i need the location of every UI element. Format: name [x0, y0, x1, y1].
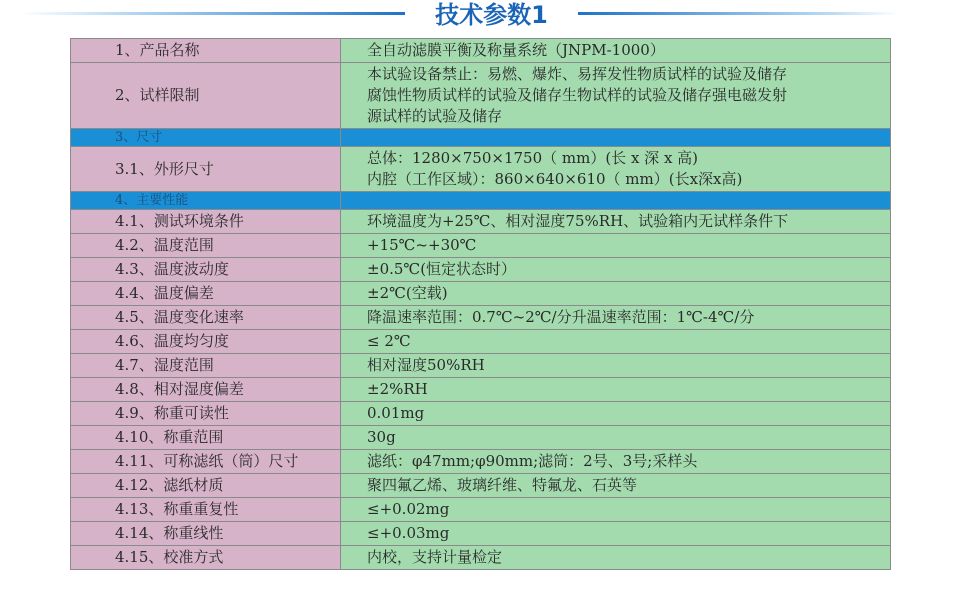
table-row: [71, 450, 891, 474]
spec-value: [341, 147, 891, 192]
table-row: [71, 402, 891, 426]
table-row: [71, 474, 891, 498]
table-row: [71, 546, 891, 570]
table-row: [71, 147, 891, 192]
spec-value: +15℃~+30℃: [341, 234, 891, 258]
spec-value: ≤ 2℃: [341, 330, 891, 354]
spec-label: 4.1、测试环境条件: [71, 210, 341, 234]
spec-label: 4.7、湿度范围: [71, 354, 341, 378]
section-label: 3、尺寸: [71, 129, 341, 147]
spec-value: ±0.5℃(恒定状态时）: [341, 258, 891, 282]
spec-label: 4.3、温度波动度: [71, 258, 341, 282]
spec-value: [341, 63, 891, 129]
page-title: 技术参数1: [435, 1, 548, 29]
spec-value: 内校，支持计量检定: [341, 546, 891, 570]
table-row: [71, 39, 891, 63]
spec-value: 0.01mg: [341, 402, 891, 426]
spec-value: 相对湿度50%RH: [341, 354, 891, 378]
spec-label: 4.6、温度均匀度: [71, 330, 341, 354]
spec-label: 4.13、称重重复性: [71, 498, 341, 522]
spec-value: ±2%RH: [341, 378, 891, 402]
table-row: [71, 522, 891, 546]
spec-label: 1、产品名称: [71, 39, 341, 63]
spec-label: 4.5、温度变化速率: [71, 306, 341, 330]
spec-value: 聚四氟乙烯、玻璃纤维、特氟龙、石英等: [341, 474, 891, 498]
spec-label: 3.1、外形尺寸: [71, 147, 341, 192]
spec-label: 4.14、称重线性: [71, 522, 341, 546]
header-decor-line-right: [578, 12, 898, 15]
section-row: [71, 192, 891, 210]
spec-value: [341, 192, 891, 210]
spec-value-line: 腐蚀性物质试样的试验及储存生物试样的试验及储存强电磁发射: [367, 86, 788, 104]
spec-value-line: 源试样的试验及储存: [367, 107, 503, 125]
header: [0, 0, 960, 38]
spec-label: 4.4、温度偏差: [71, 282, 341, 306]
table-row: [71, 330, 891, 354]
section-row: [71, 129, 891, 147]
spec-value: 30g: [341, 426, 891, 450]
table-row: [71, 63, 891, 129]
spec-label: 2、试样限制: [71, 63, 341, 129]
table-row: [71, 282, 891, 306]
spec-table: [70, 38, 891, 570]
table-row: [71, 378, 891, 402]
spec-label: 4.9、称重可读性: [71, 402, 341, 426]
spec-value: 环境温度为+25℃、相对湿度75%RH、试验箱内无试样条件下: [341, 210, 891, 234]
spec-label: 4.8、相对湿度偏差: [71, 378, 341, 402]
spec-value: ±2℃(空载): [341, 282, 891, 306]
spec-value: [341, 129, 891, 147]
spec-label: 4.11、可称滤纸（筒）尺寸: [71, 450, 341, 474]
table-row: [71, 258, 891, 282]
spec-label: 4.15、校准方式: [71, 546, 341, 570]
spec-value-line: 内腔（工作区域）：860×640×610（ mm）(长x深x高): [367, 170, 743, 188]
table-row: [71, 306, 891, 330]
header-decor-line-left: [20, 12, 405, 15]
spec-label: 4.12、滤纸材质: [71, 474, 341, 498]
spec-value-line: 总体：1280×750×1750（ mm）(长 x 深 x 高): [367, 149, 699, 167]
table-row: [71, 426, 891, 450]
spec-value: 全自动滤膜平衡及称量系统（JNPM-1000）: [341, 39, 891, 63]
spec-label: 4.2、温度范围: [71, 234, 341, 258]
spec-value-line: 本试验设备禁止：易燃、爆炸、易挥发性物质试样的试验及储存: [367, 65, 788, 83]
spec-value: 滤纸：φ47mm;φ90mm;滤筒：2号、3号;采样头: [341, 450, 891, 474]
spec-label: 4.10、称重范围: [71, 426, 341, 450]
spec-value: ≤+0.02mg: [341, 498, 891, 522]
table-row: [71, 210, 891, 234]
spec-value: 降温速率范围：0.7℃~2℃/分升温速率范围：1℃-4℃/分: [341, 306, 891, 330]
table-row: [71, 234, 891, 258]
section-label: 4、主要性能: [71, 192, 341, 210]
table-row: [71, 498, 891, 522]
table-row: [71, 354, 891, 378]
spec-value: ≤+0.03mg: [341, 522, 891, 546]
